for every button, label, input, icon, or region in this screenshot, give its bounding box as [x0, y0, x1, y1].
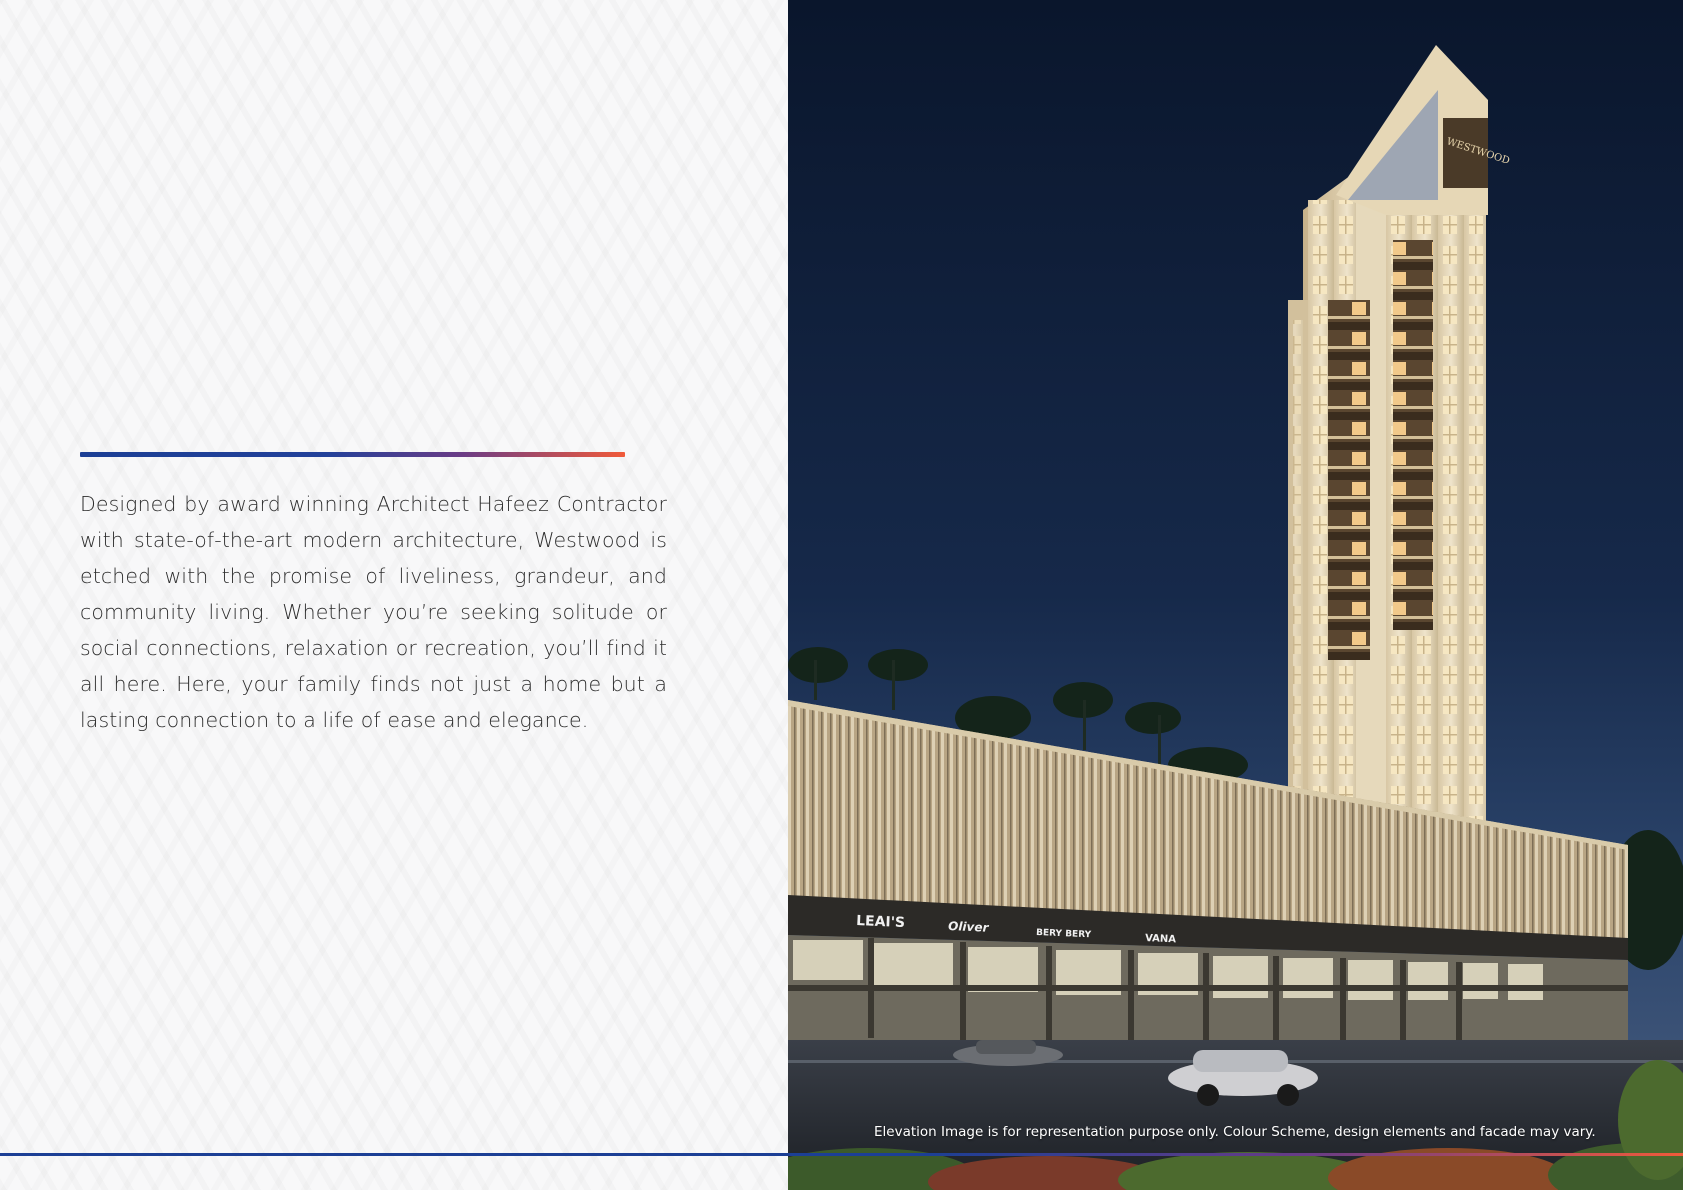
building-elevation-image — [788, 0, 1683, 1190]
accent-bar — [80, 452, 625, 457]
store-sign: LEAI'S — [855, 913, 906, 932]
store-sign: Oliver — [947, 919, 989, 935]
store-sign: BERY BERY — [1035, 928, 1092, 941]
intro-paragraph: Designed by award winning Architect Hafeez Contractor with state-of-the-art modern architecture, Westwood is etched with the promise of liveliness, grandeur, and community living. Whether you’re seeking solitude or social connections, relaxation or recreation, you’ll find it all here. Here, your family finds not just a home but a lasting connection to a life of ease and elegance. — [80, 492, 667, 732]
text-panel — [0, 0, 788, 1190]
store-sign: VANA — [1144, 933, 1177, 946]
bottom-rule — [0, 1153, 1683, 1156]
westwood-sign: WESTWOOD — [1445, 136, 1512, 168]
disclaimer-text: Elevation Image is for representation purpose only. Colour Scheme, design elements and facade may vary. — [874, 1124, 1596, 1140]
